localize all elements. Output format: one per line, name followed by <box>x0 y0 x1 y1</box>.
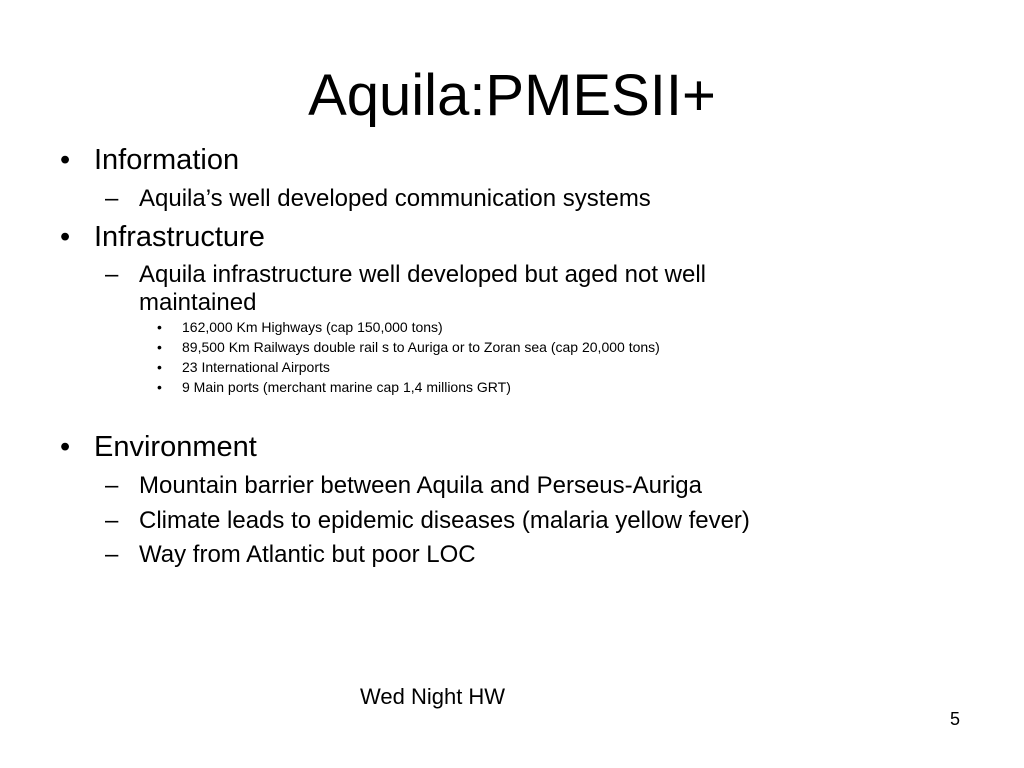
sub-bullet-communication: Aquila’s well developed communication systems <box>139 185 651 212</box>
detail-marker: • <box>157 319 162 335</box>
sub-bullet-mountain: Mountain barrier between Aquila and Perseus-Auriga <box>139 472 703 499</box>
detail-airports: 23 International Airports <box>182 359 330 375</box>
sub-bullet-climate: Climate leads to epidemic diseases (malaria yellow fever) <box>139 507 750 534</box>
detail-highways: 162,000 Km Highways (cap 150,000 tons) <box>182 319 443 335</box>
footer-text: Wed Night HW <box>360 684 506 709</box>
bullet-marker: • <box>60 221 71 253</box>
sub-bullet-atlantic: Way from Atlantic but poor LOC <box>139 541 476 568</box>
dash-marker: – <box>105 507 119 534</box>
bullet-environment: Environment <box>94 431 257 463</box>
sub-bullet-infrastructure-line-1: Aquila infrastructure well developed but aged not well <box>139 261 707 288</box>
dash-marker: – <box>105 541 119 568</box>
dash-marker: – <box>105 472 119 499</box>
detail-marker: • <box>157 379 162 395</box>
bullet-marker: • <box>60 144 71 176</box>
dash-marker: – <box>105 185 119 212</box>
detail-ports: 9 Main ports (merchant marine cap 1,4 millions GRT) <box>182 379 511 395</box>
bullet-infrastructure: Infrastructure <box>94 221 265 253</box>
sub-bullet-infrastructure-line-2: maintained <box>139 289 257 316</box>
slide-number: 5 <box>950 709 961 729</box>
detail-marker: • <box>157 339 162 355</box>
detail-railways: 89,500 Km Railways double rail s to Auriga or to Zoran sea (cap 20,000 tons) <box>182 339 660 355</box>
detail-marker: • <box>157 359 162 375</box>
slide-title: Aquila:PMESII+ <box>308 63 716 128</box>
dash-marker: – <box>105 261 119 288</box>
bullet-marker: • <box>60 431 71 463</box>
bullet-information: Information <box>94 144 240 176</box>
